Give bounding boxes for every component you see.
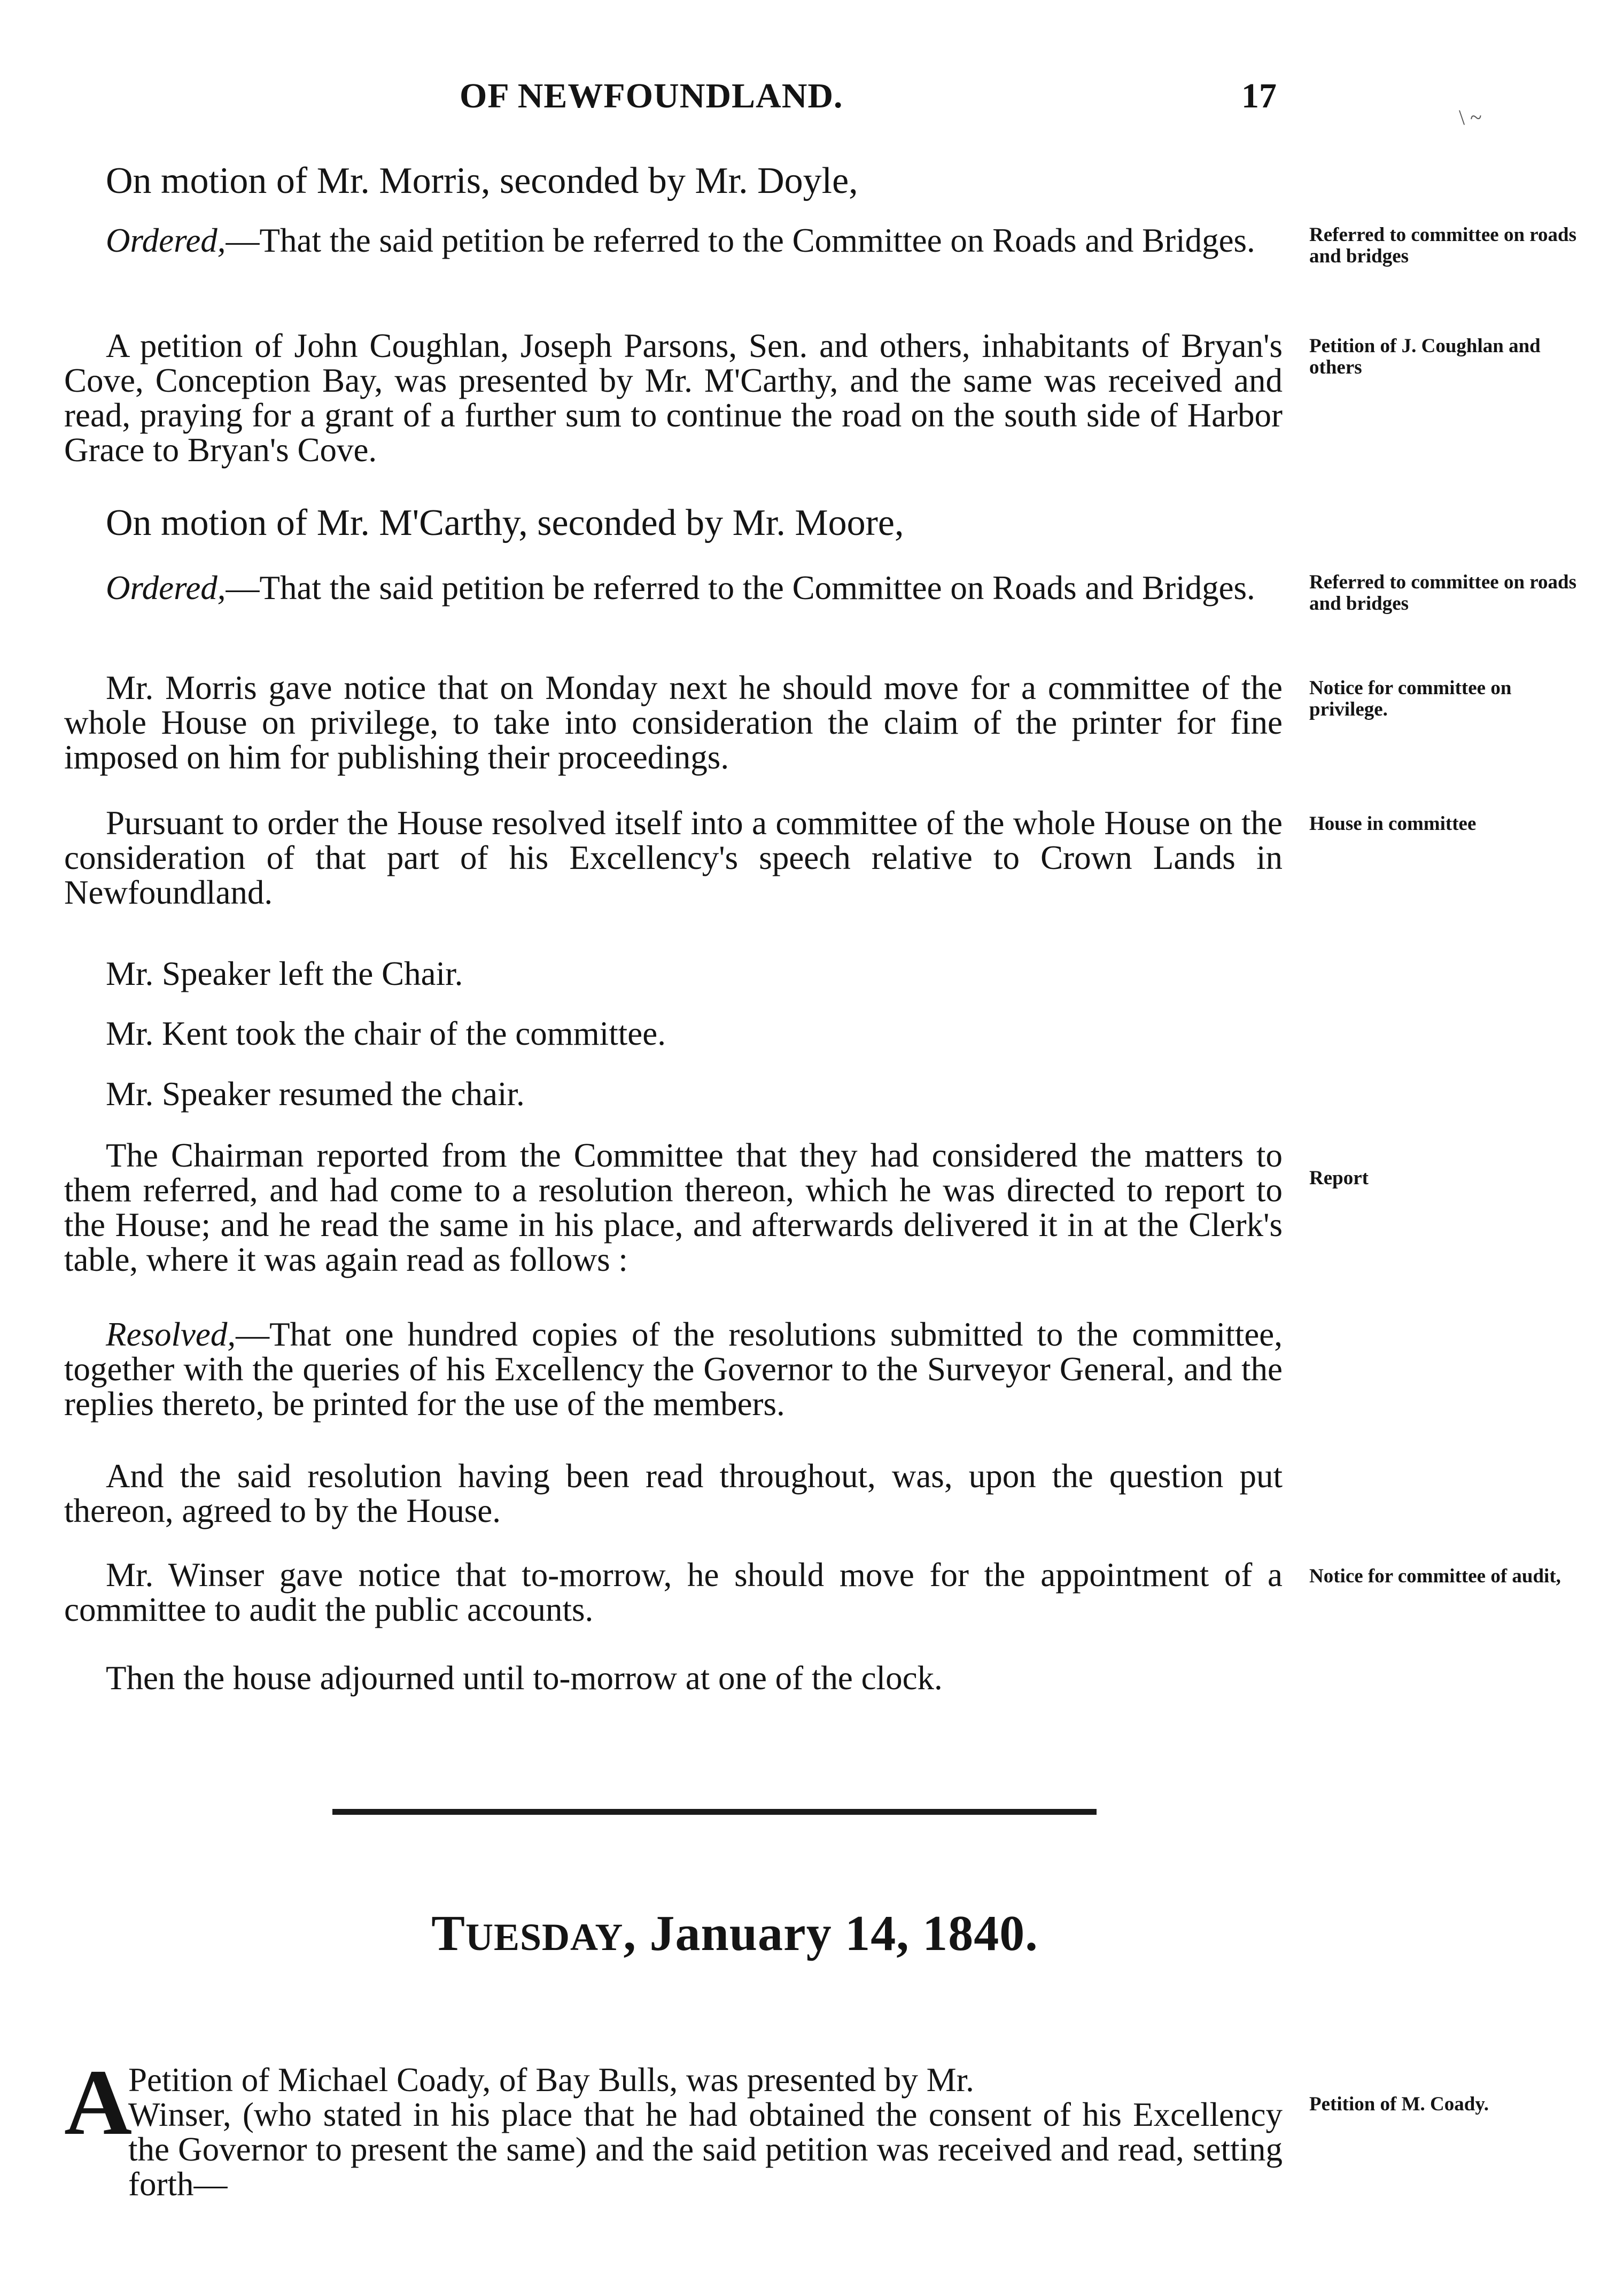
final-paragraph-text <box>64 2050 1283 2203</box>
margin-note-report: Report <box>1309 1167 1369 1189</box>
section-divider-rule <box>332 1809 1097 1815</box>
resolved-text: —That one hundred copies of the resolutions submitted to the committee, together with the queries of his Excellency the Governor to the Surveyor General, and the replies thereto, be printed for the use of the members. <box>64 1316 1283 1423</box>
running-head: OF NEWFOUNDLAND. <box>460 76 843 115</box>
day-initial: T <box>431 1906 465 1961</box>
final-paragraph <box>64 2050 1283 2203</box>
margin-note-coady: Petition of M. Coady. <box>1309 2093 1489 2115</box>
final-paragraph-line1: Petition of Michael Coady, of Bay Bulls, was presented by Mr. <box>128 2061 974 2099</box>
paragraph-notice-privilege: Mr. Morris gave notice that on Monday next he should move for a committee of the whole House on privilege, to take into consideration the claim of the printer for fine imposed on him for publishing their proceedings. <box>64 669 1283 776</box>
paragraph-petition-coughlan: A petition of John Coughlan, Joseph Parsons, Sen. and others, inhabitants of Bryan's Cove, Conception Bay, was presented by Mr. M'Carthy, and the same was received and read, praying for a grant of a further sum to continue the road on the south side of Harbor Grace to Bryan's Cove. <box>64 327 1283 469</box>
date-heading <box>0 1905 1470 1962</box>
margin-note-coughlan: Petition of J. Coughlan and others <box>1309 335 1541 378</box>
corner-mark: \ ~ <box>1459 105 1482 129</box>
paragraph-notice-audit: Mr. Winser gave notice that to-morrow, he should move for the appointment of a committee to audit the public accounts. <box>64 1556 1283 1628</box>
paragraph-chairman-report: The Chairman reported from the Committee that they had considered the matters to them referred, and had come to a resolution thereon, which he was directed to report to the House; and he read the same in his place, and afterwards delivered it in at the Clerk's table, where it was again read as follows : <box>64 1137 1283 1278</box>
paragraph-adjourned: Then the house adjourned until to-morrow at one of the clock. <box>106 1659 943 1697</box>
margin-note-house-committee: House in committee <box>1309 813 1477 835</box>
paragraph-resolution-agreed: And the said resolution having been read throughout, was, upon the question put thereon, agreed to by the House. <box>64 1457 1283 1529</box>
margin-note-roads-2: Referred to committee on roads and bridges <box>1309 571 1577 615</box>
day-rest: UESDAY <box>465 1916 624 1959</box>
paragraph-speaker-resumed: Mr. Speaker resumed the chair. <box>106 1075 525 1113</box>
final-paragraph-rest: Winser, (who stated in his place that he had obtained the consent of his Excellency the Governor to present the same) and the said petition was received and read, setting forth— <box>128 2096 1283 2203</box>
paragraph-house-committee: Pursuant to order the House resolved itself into a committee of the whole House on the consideration of that part of his Excellency's speech relative to Crown Lands in Newfoundland. <box>64 804 1283 911</box>
margin-note-roads-1: Referred to committee on roads and bridges <box>1309 224 1577 267</box>
paragraph-kent-chair: Mr. Kent took the chair of the committee. <box>106 1015 666 1052</box>
date-rest: , January 14, 1840. <box>623 1906 1038 1961</box>
drop-cap: A <box>64 2050 133 2155</box>
paragraph-resolved <box>64 1317 1283 1421</box>
page-number: 17 <box>1241 76 1277 115</box>
paragraph-motion-mccarthy: On motion of Mr. M'Carthy, seconded by Mr. Moore, <box>106 502 904 543</box>
margin-note-privilege: Notice for committee on privilege. <box>1309 677 1512 720</box>
ordered-text: —That the said petition be referred to the Committee on Roads and Bridges. <box>226 569 1255 607</box>
margin-note-audit: Notice for committee of audit, <box>1309 1565 1561 1587</box>
ordered-label: Ordered, <box>106 569 226 607</box>
resolved-label: Resolved, <box>106 1316 236 1353</box>
paragraph-ordered-1 <box>64 223 1283 258</box>
ordered-label: Ordered, <box>106 222 226 259</box>
paragraph-ordered-2 <box>64 571 1283 605</box>
ordered-text: —That the said petition be referred to the Committee on Roads and Bridges. <box>226 222 1255 259</box>
paragraph-motion-morris: On motion of Mr. Morris, seconded by Mr. Doyle, <box>106 160 858 201</box>
paragraph-speaker-left: Mr. Speaker left the Chair. <box>106 955 463 992</box>
